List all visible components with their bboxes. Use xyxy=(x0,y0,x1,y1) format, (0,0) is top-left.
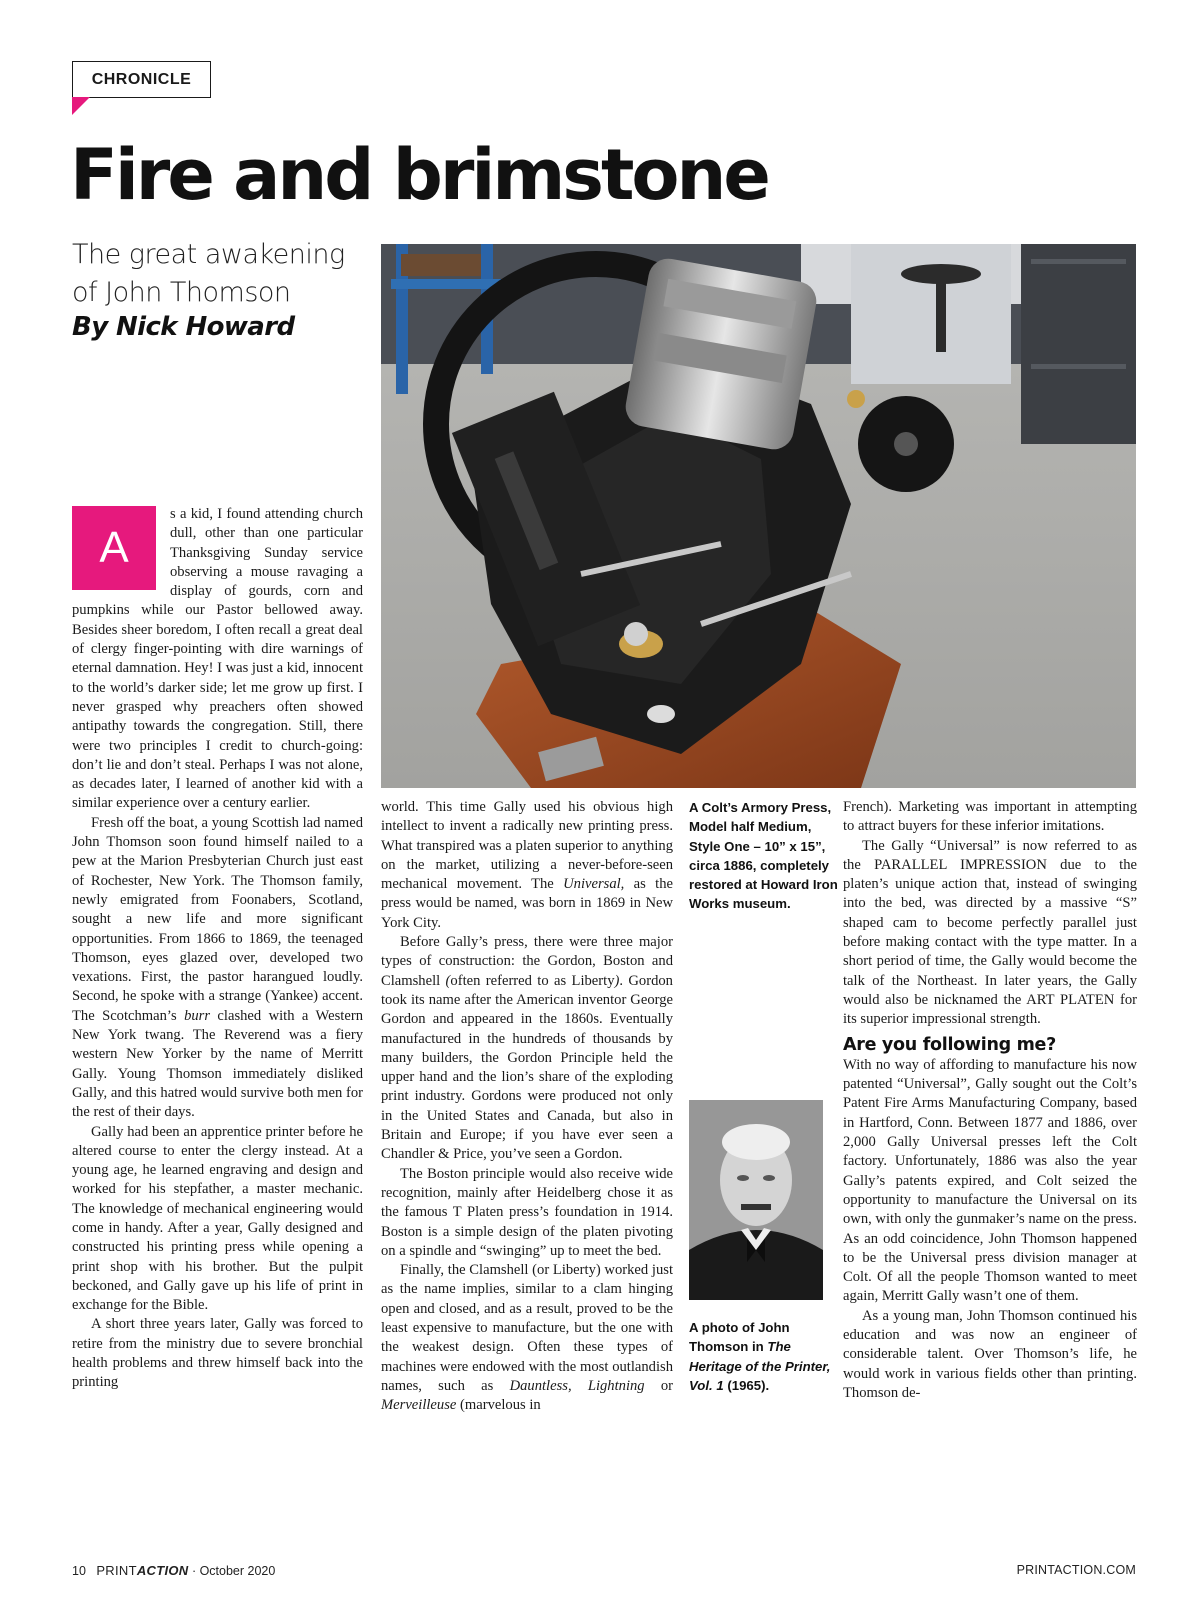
article-column-2 xyxy=(381,798,673,1416)
magazine-name: PRINTACTION xyxy=(96,1563,189,1578)
section-tag: CHRONICLE xyxy=(72,61,211,98)
subheading: Are you following me? xyxy=(843,1034,1056,1055)
paragraph: With no way of affording to manufacture his now patented “Universal”, Gally sought out the Colt’s Patent Fire Arms Manufacturing Company, based in Hartford, Conn. Between 1877 and 1886, over 2,000 Gally Universal presses left the Colt factory. Unfortunately, 1886 was also the year Gally’s patents expired, and Colt seized the opportunity to manufacture the Universal on its own, with only the gunmaker’s name on the press. As an odd coincidence, John Thomson happened to be the Universal press division manager at Colt. Of all the people Thomson wanted to meet again, Merritt Gally wasn’t one of them. xyxy=(843,1056,1137,1305)
deck-line-1: The great awakening xyxy=(72,239,345,270)
press-photo-caption: A Colt’s Armory Press, Model half Medium, Style One – 10” x 15”, circa 1886, completely restored at Howard Iron Works museum. xyxy=(689,800,838,912)
paragraph: The Gally “Universal” is now referred to as the PARALLEL IMPRESSION due to the platen’s unique action that, instead of swinging into the bed, was directed by a massive “S” shaped cam to become perfectly parallel just before making contact with the type matter. In a short period of time, the Gally would become the talk of the Northeast. In later years, the Gally would also be nicknamed the ART PLATEN for its superior impressional strength. xyxy=(843,837,1137,1028)
paragraph: The Boston principle would also receive wide recognition, mainly after Heidelberg chose it as the famous T Platen press’s foundation in 1914. Boston is a simple design of the platen pivoting on a spindle and “swinging” up to meet the bed. xyxy=(381,1165,673,1259)
paragraph: A short three years later, Gally was forced to retire from the ministry due to severe bronchial health problems and threw himself back into the printing xyxy=(72,1316,363,1391)
paragraph: Before Gally’s press, there were three major types of construction: the Gordon, Boston and Clamshell (often referred to as Liberty). Gordon took its name after the American inventor George Gordon and appeared in the 1860s. Eventually manufactured in the hundreds of thousands by many builders, the Gordon Principle held the upper hand and the lion’s share of the exploding print industry. Gordons were produced not only in the United States and Canada, but also in Britain and Europe; if you have ever seen a Chandler & Price, you’ve seen a Gordon. xyxy=(381,934,673,1163)
printing-press-photo xyxy=(381,244,1136,788)
paragraph: As a young man, John Thomson continued his education and was now an engineer of considerable talent. Over Thomson’s life, he would work in various fields other than printing. Thomson de- xyxy=(843,1307,1137,1401)
page-number: 10 xyxy=(72,1564,86,1578)
paragraph: Finally, the Clamshell (or Liberty) worked just as the name implies, similar to a clam hinging open and closed, and as a result, proved to be the least expensive to manufacture, but the one with the weakest design. Often these types of machines were endowed with the most outlandish names, such as Dauntless, Lightning or Merveilleuse (marvelous in xyxy=(381,1262,673,1414)
paragraph: s a kid, I found attending church dull, other than one particular Thanksgiving Sunday service observing a mouse ravaging a display of gourds, corn and pumpkins while our Pastor bellowed away. Besides sheer boredom, I often recall a great deal of clergy finger-pointing with dire warnings of eternal damnation. Hey! I was just a kid, innocent to the world’s darker side; let me grow up first. I never grasped why preachers often showed antipathy towards the congregation. Still, there were two principles I credit to church-going: don’t lie and don’t steal. Perhaps I was not alone, as decades later, I learned of another kid with a similar experience over a century earlier. xyxy=(72,506,363,812)
issue-date: · October 2020 xyxy=(188,1564,276,1578)
deck xyxy=(72,236,362,312)
paragraph: world. This time Gally used his obvious high intellect to invent a radically new printing press. What transpired was a platen superior to anything on the market, utilizing a never-before-seen mechanical movement. The Universal, as the press would be named, was born in 1869 in New York City. xyxy=(381,799,673,931)
paragraph: French). Marketing was important in attempting to attract buyers for these inferior imitations. xyxy=(843,799,1137,835)
byline: By Nick Howard xyxy=(72,312,295,342)
footer-folio xyxy=(72,1563,275,1578)
paragraph: Fresh off the boat, a young Scottish lad named John Thomson soon found himself nailed to a pew at the Marion Presbyterian Church just east of Rochester, New York. The Thomson family, newly emigrated from Foonabers, Scotland, sought a new life and more significant opportunities. From 1866 to 1869, the teenaged Thomson, eyes glazed over, developed two vexations. First, the pastor harangued loudly. Second, he spoke with a strange (Yankee) accent. The Scotchman’s burr clashed with a Western New York twang. The Reverend was a fiery western New Yorker by the name of Merritt Gally. Young Thomson immediately disliked Gally, and this hatred would survive both men for the rest of their days. xyxy=(72,814,363,1121)
article-column-4 xyxy=(843,798,1137,1403)
footer-website: PRINTACTION.COM xyxy=(1016,1563,1136,1577)
portrait-caption: A photo of John Thomson in The Heritage of the Printer, Vol. 1 (1965). xyxy=(689,1320,831,1393)
section-tag-corner xyxy=(72,97,90,115)
john-thomson-portrait xyxy=(689,1100,823,1300)
drop-cap: A xyxy=(72,506,156,590)
paragraph: Gally had been an apprentice printer before he altered course to enter the clergy instead. At a young age, he learned engraving and design and worked for his stepfather, a master mechanic. The knowledge of mechanical engineering would come in handy. After a year, Gally designed and constructed his printing press while opening a print shop with his brother. But the pulpit beckoned, and Gally gave up his life of print in exchange for the Bible. xyxy=(72,1123,363,1314)
article-column-1 xyxy=(72,505,363,1393)
headline: Fire and brimstone xyxy=(70,134,768,216)
deck-line-2: of John Thomson xyxy=(72,277,291,308)
